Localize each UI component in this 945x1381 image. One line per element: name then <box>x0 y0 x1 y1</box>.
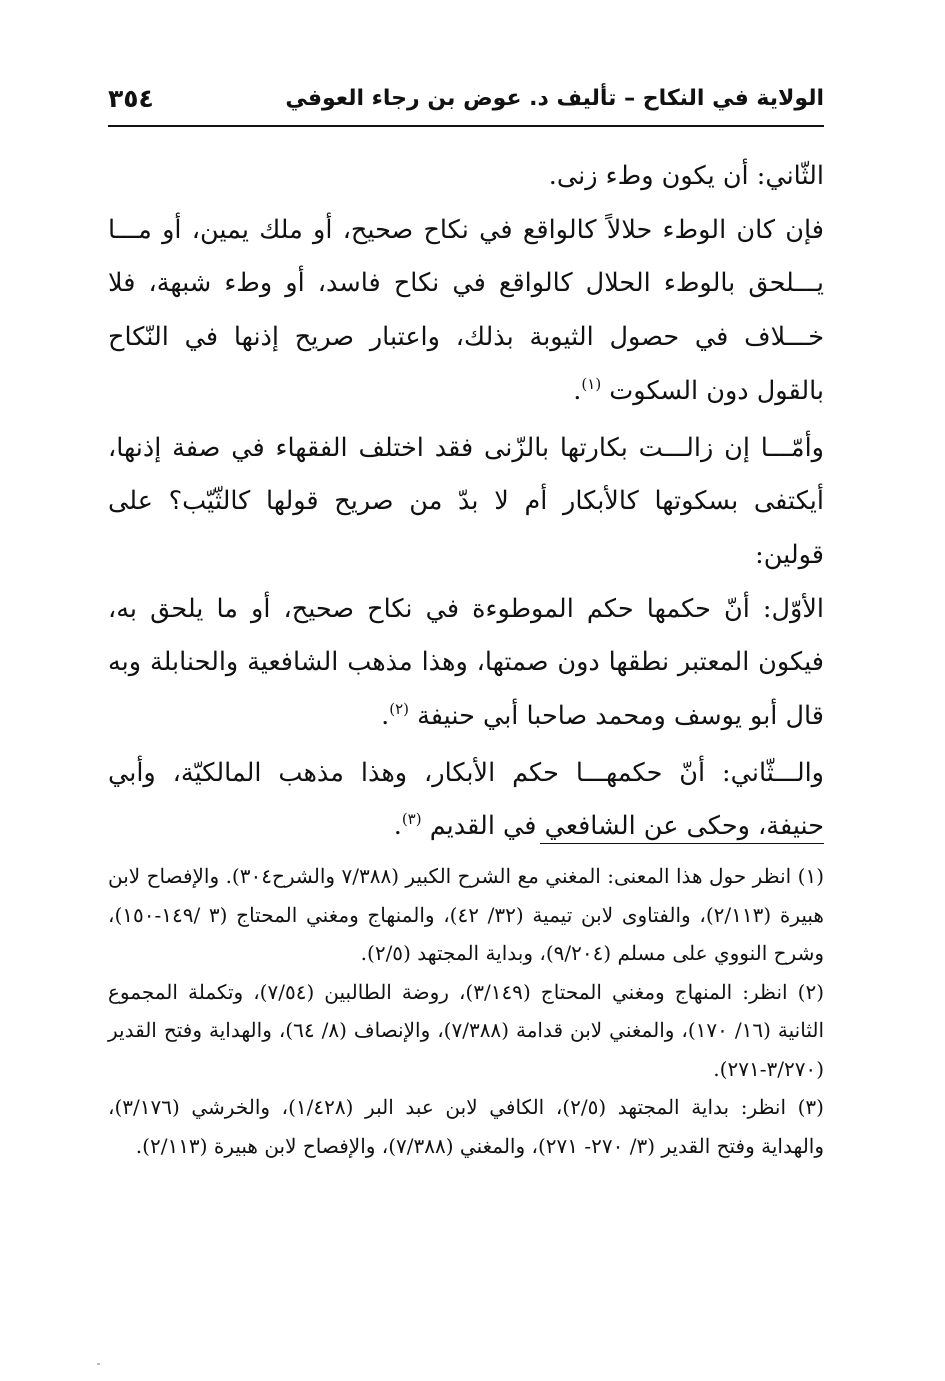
footnote: (٣) انظر: بداية المجتهد (٢/٥)، الكافي لابن عبد البر (١/٤٢٨)، والخرشي (٣/١٧٦)، والهداية وفتح القدير (٣/ ٢٧٠- ٢٧١)، والمغني (٧/٣٨٨)، والإفصاح لابن هبيرة (٢/١١٣). <box>108 1095 824 1158</box>
main-text <box>108 150 824 857</box>
footnotes <box>108 857 824 1165</box>
paragraph: والـــثّاني: أنّ حكمهـــا حكم الأبكار، وهذا مذهب المالكيّة، وأبي حنيفة، وحكى عن الشافعي في القديم $^{(٣)}$. <box>108 757 824 842</box>
footnote: (١) انظر حول هذا المعنى: المغني مع الشرح الكبير (٧/٣٨٨ والشرح٣٠٤). والإفصاح لابن هبيرة (٢/١١٣)، والفتاوى لابن تيمية (٣٢/ ٤٢)، والمنهاج ومغني المحتاج (٣ /١٤٩-١٥٠)، وشرح النووي على مسلم (٩/٢٠٤)، وبداية المجتهد (٢/٥). <box>108 864 824 965</box>
footnote: (٢) انظر: المنهاج ومغني المحتاج (٣/١٤٩)، روضة الطالبين (٧/٥٤)، وتكملة المجموع الثانية (١٦/ ١٧٠)، والمغني لابن قدامة (٧/٣٨٨)، والإنصاف (٨/ ٦٤)، والهداية وفتح القدير (٣/٢٧٠-٢٧١). <box>108 979 824 1081</box>
header-divider <box>108 125 824 127</box>
header-title: الولاية في النكاح – تأليف د. عوض بن رجاء العوفي <box>285 86 824 111</box>
scan-speck <box>97 1363 100 1365</box>
footnote-divider <box>540 843 824 844</box>
paragraph-text: والـــثّاني: أنّ حكمهـــا حكم الأبكار، وهذا مذهب المالكيّة، وأبي حنيفة، وحكى عن الشافعي في القديم <box>108 757 824 842</box>
paragraph <box>108 150 824 204</box>
running-header <box>108 82 824 122</box>
footnote-reference: (٢) <box>389 700 409 719</box>
paragraph-text: فإن كان الوطء حلالاً كالواقع في نكاح صحيح، أو ملك يمين، أو مـــا يـــلحق بالوطء الحلال كالواقع في نكاح فاسد، أو وطء شبهة، فلا خـــلاف في حصول الثيوبة بذلك، واعتبار صريح إذنها في النّكاح بالقول دون السكوت <box>108 214 824 406</box>
paragraph: الأوّل: أنّ حكمها حكم الموطوءة في نكاح صحيح، أو ما يلحق به، فيكون المعتبر نطقها دون صمتها، وهذا مذهب الشافعية والحنابلة وبه قال أبو يوسف ومحمد صاحبا أبي حنيفة $^{(٢)}$. <box>108 593 824 732</box>
footnote-reference: (١) <box>581 374 602 393</box>
paragraph <box>108 422 824 583</box>
paragraph: فإن كان الوطء حلالاً كالواقع في نكاح صحيح، أو ملك يمين، أو مـــا يـــلحق بالوطء الحلال كالواقع في نكاح فاسد، أو وطء شبهة، فلا خـــلاف في حصول الثيوبة بذلك، واعتبار صريح إذنها في النّكاح بالقول دون السكوت $^{(١)}$. <box>108 214 824 406</box>
paragraph-text: الثّاني: أن يكون وطء زنى. <box>548 161 824 191</box>
footnote-reference: (٣) <box>401 810 422 829</box>
paragraph-text: وأمّـــا إن زالـــت بكارتها بالزّنى فقد اختلف الفقهاء في صفة إذنها، أيكتفى بسكوتها كالأبكار أم لا بدّ من صريح قولها كالثّيّب؟ على قولين: <box>108 432 824 570</box>
page-number: ٣٥٤ <box>108 84 154 113</box>
paragraph-text: الأوّل: أنّ حكمها حكم الموطوءة في نكاح صحيح، أو ما يلحق به، فيكون المعتبر نطقها دون صمتها، وهذا مذهب الشافعية والحنابلة وبه قال أبو يوسف ومحمد صاحبا أبي حنيفة <box>108 593 824 732</box>
